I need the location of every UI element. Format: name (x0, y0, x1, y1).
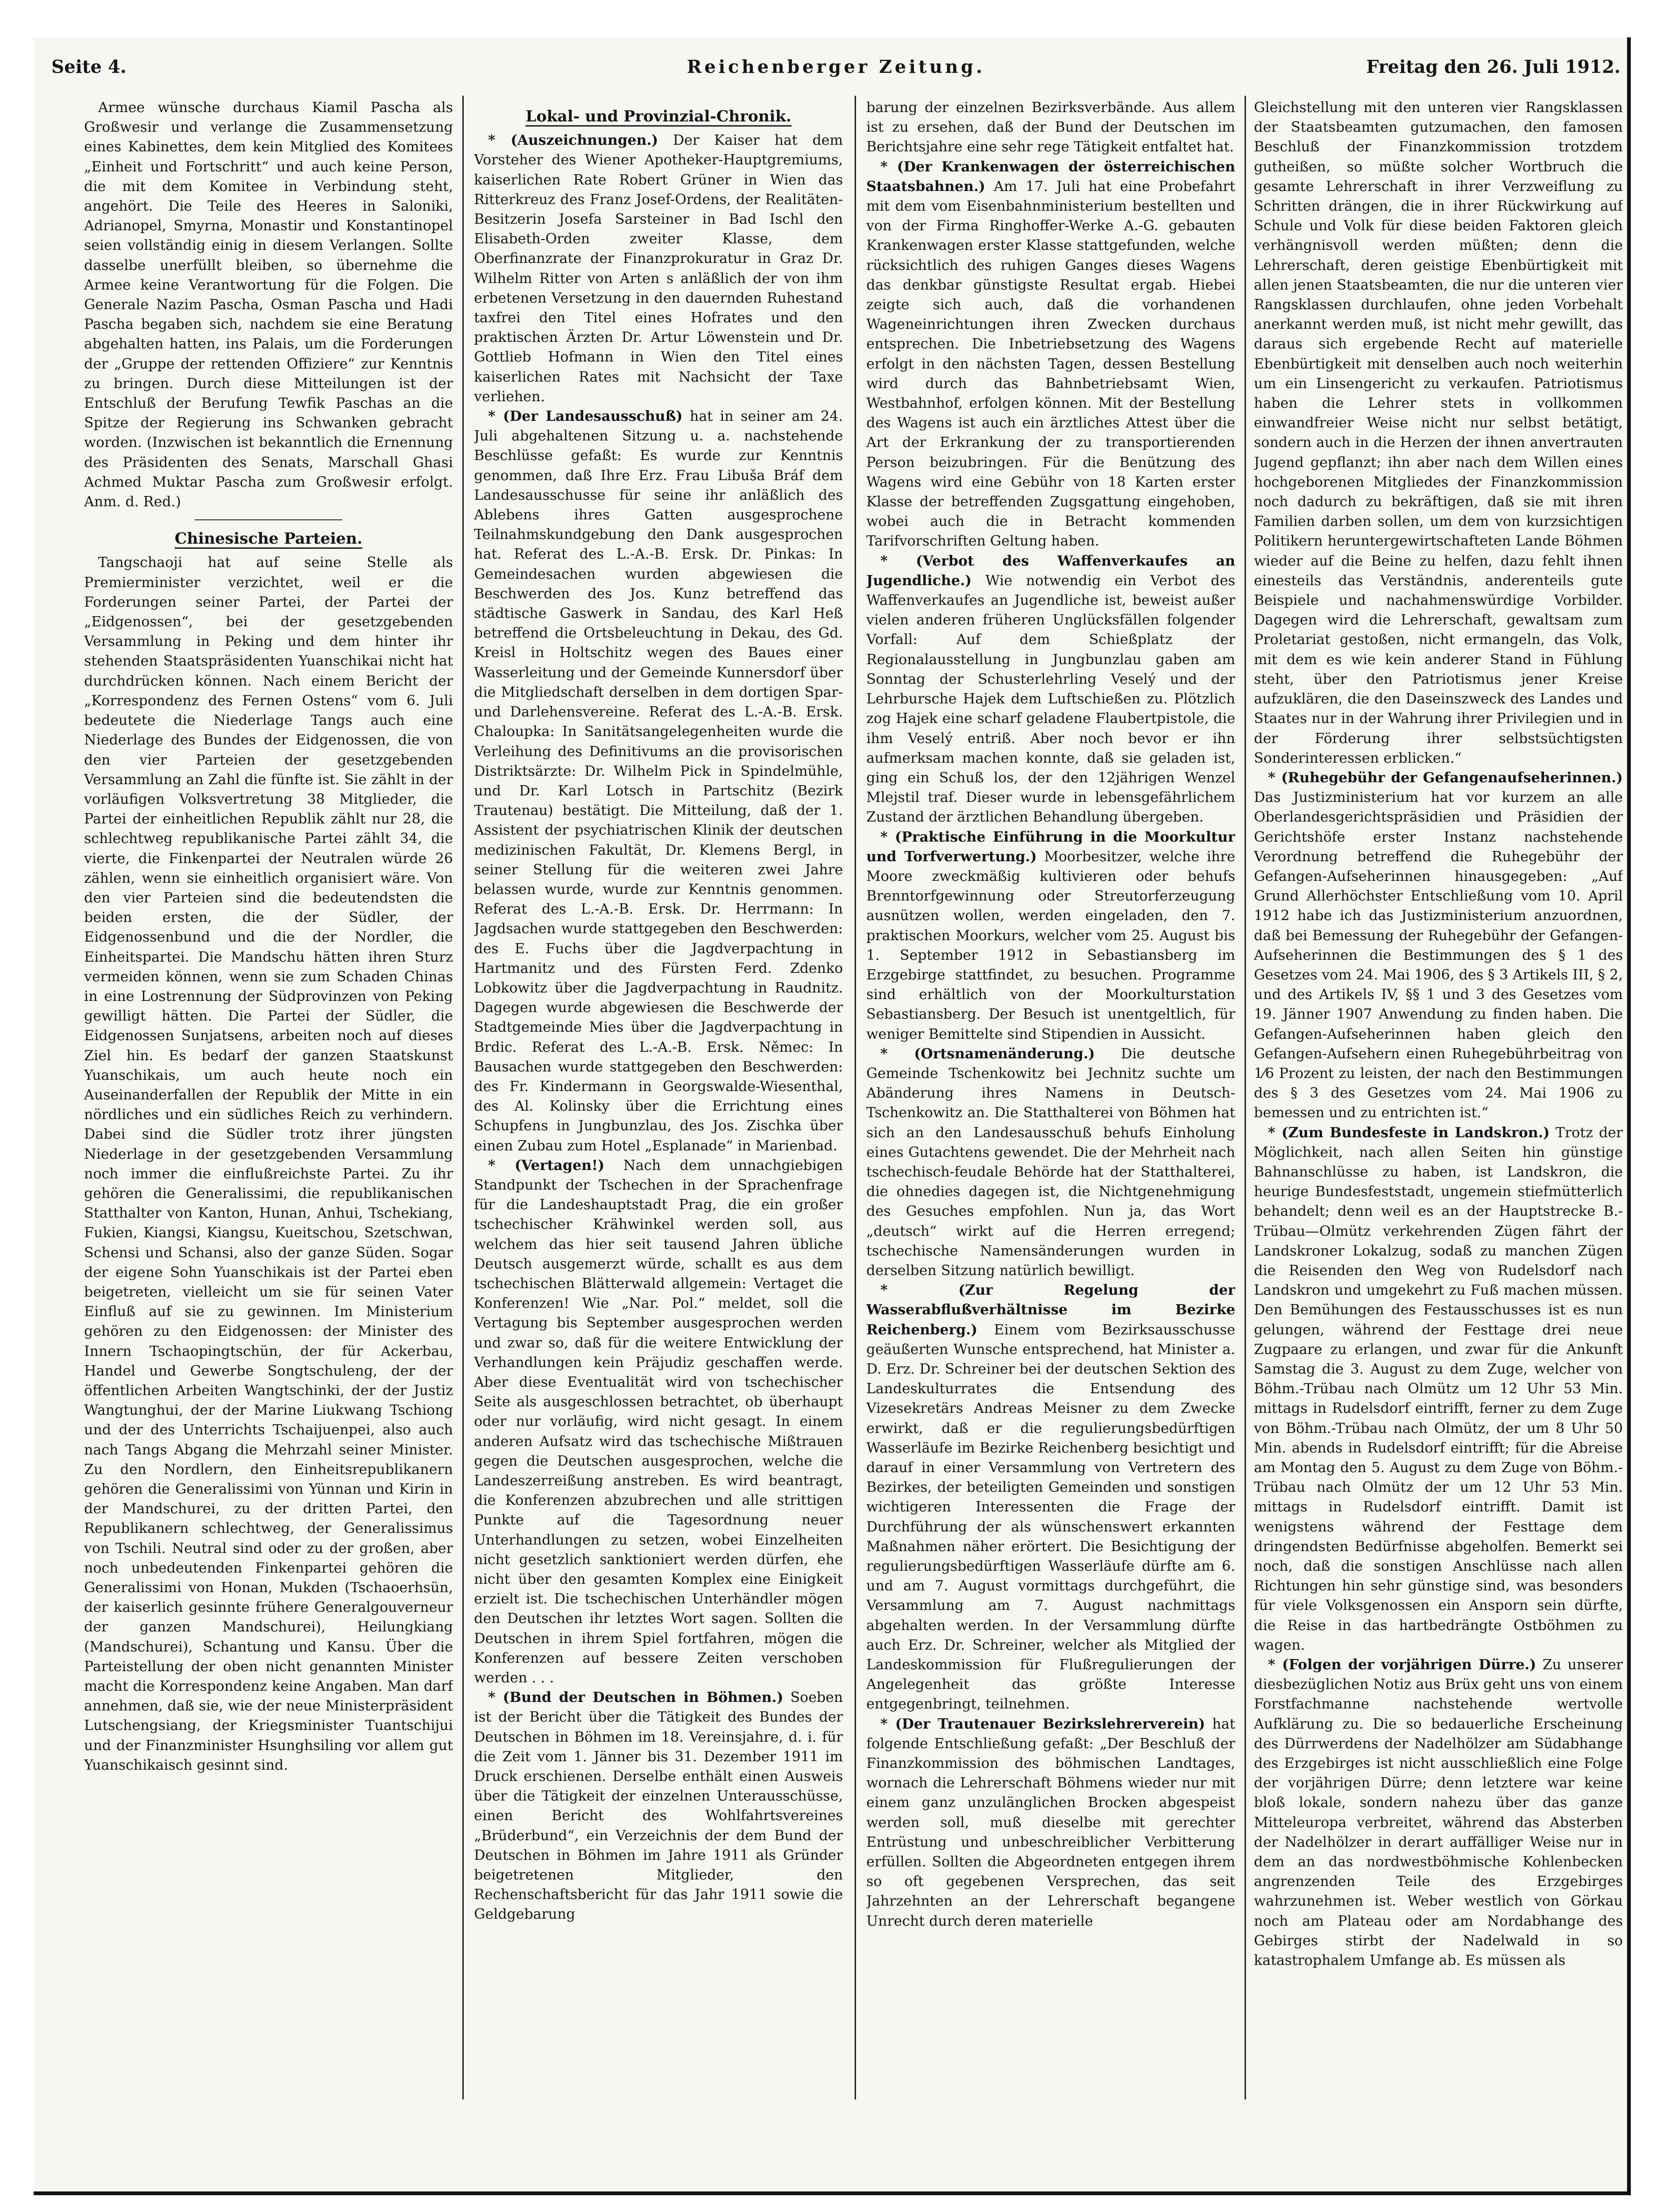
news-item-title: * (Bund der Deutschen in Böhmen.) (488, 1689, 784, 1706)
news-item-title: * (Ruhegebühr der Gefangenaufseherinnen.) (1268, 769, 1623, 786)
news-item (866, 1044, 1235, 1281)
news-item-title: * (Zum Bundesfeste in Landskron.) (1268, 1124, 1550, 1141)
masthead (51, 51, 1621, 89)
news-item-body: hat folgende Entschließung gefaßt: „Der Beschluß der Finanzkommission des böhmischen Landtages, wornach die Lehrerschaft Böhmens wieder nur mit einem ganz unzulänglichen Brocken abgespeist werden soll, muß dieselbe mit gerechter Entrüstung und unbeschreiblicher Verbitterung erfüllen. Sollten die Abgeordneten entgegen ihrem so oft gegebenen Versprechen, das seit Jahrzehnten an der Lehrerschaft begangene Unrecht durch deren materielle (866, 1716, 1235, 1929)
news-item-continued: barung der einzelnen Bezirksverbände. Aus allem ist zu ersehen, daß der Bund der Deutschen im Berichtsjahre eine sehr rege Tätigkeit entfaltet hat. (866, 99, 1235, 156)
news-item-title: * (Praktische Einführung in die Moorkultur und Torfverwertung.) (866, 829, 1235, 865)
news-item-title: * (Verbot des Waffenverkaufes an Jugendliche.) (866, 553, 1235, 589)
news-item (866, 828, 1235, 1044)
news-item-body: Soeben ist der Bericht über die Tätigkeit des Bundes der Deutschen in Böhmen im 18. Vereinsjahre, d. i. für die Zeit vom 1. Jänner bis 31. Dezember 1911 im Druck erschienen. Derselbe enthält einen Ausweis über die Tätigkeit der einzelnen Unterausschüsse, einen Bericht des Wohlfahrtsvereines „Brüderbund“, ein Verzeichnis der dem Bund der Deutschen in Böhmen im Jahre 1911 als Gründer beigetretenen Mitglieder, den Rechenschaftsbericht für das Jahr 1911 sowie die Geldgebarung (474, 1689, 843, 1923)
news-item (866, 157, 1235, 552)
news-item-body: Einem vom Bezirksausschusse geäußerten Wunsche entsprechend, hat Minister a. D. Erz. Dr. Schreiner bei der deutschen Sektion des Landeskulturrates die Entsendung des Vizesekretärs Andreas Meisner zu dem Zwecke erwirkt, daß er die regulierungsbedürftigen Wasserläufe im Bezirke Reichenberg besichtigt und darauf in einer Versammlung von Vertretern des Bezirkes, der beteiligten Gemeinden und sonstigen wichtigeren Interessenten die Frage der Durchführung der als wünschenswert erkannten Maßnahmen näher erörtert. Die Besichtigung der regulierungsbedürftigen Wasserläufe dürfte am 6. und am 7. August vormittags durchgeführt, die Versammlung am 7. August nachmittags abgehalten werden. In der Versammlung dürfte auch Erz. Dr. Schreiner, welcher als Mitglied der Landeskommission für Flußregulierungen der Angelegenheit das größte Interesse entgegenbringt, teilnehmen. (866, 1321, 1235, 1713)
issue-date: Freitag den 26. Juli 1912. (1366, 56, 1621, 77)
newspaper-title: Reichenberger Zeitung. (686, 56, 985, 77)
news-item-body: Nach dem unnachgiebigen Standpunkt der Tschechen in der Sprachenfrage für die Landeshauptstadt Prag, die ein großer tschechischer Krähwinkel werden soll, aus welchem das hier seit tausend Jahren übliche Deutsch ausgemerzt würde, schallt es aus dem tschechischen Blätterwald allgemein: Vertaget die Konferenzen! Wie „Nar. Pol.“ meldet, soll die Vertagung bis September ausgesprochen werden und zwar so, daß für die weitere Entwicklung der Verhandlungen kein Präjudiz geschaffen werde. Aber diese Eventualität wird von tschechischer Seite als ausgeschlossen betrachtet, ob überhaupt oder nur vorläufig, wird nicht gesagt. In einem anderen Aufsatz wird das tschechische Mißtrauen gegen die Deutschen ausgesprochen, welche die Landeszerreißung anstreben. Es wird beantragt, die Konferenzen abzubrechen und alle strittigen Punkte auf die Tagesordnung neuer Unterhandlungen zu setzen, wobei Einzelheiten nicht gesetzlich sanktioniert werden dürfen, ehe nicht über den gesamten Komplex eine Einigkeit erzielt ist. Die tschechischen Unterhändler mögen den Deutschen ihr letztes Wort sagen. Sollten die Deutschen in ihrem Spiel fortfahren, mögen die Konferenzen auf bessere Zeiten verschoben werden . . . (474, 1157, 843, 1687)
page-number: Seite 4. (51, 56, 127, 77)
news-item-body: Moorbesitzer, welche ihre Moore zweckmäßig kultivieren oder behufs Brenntorfgewinnung oder Streutorferzeugung ausnützen wollen, werden eingeladen, den 7. praktischen Moorkurs, welcher vom 25. August bis 1. September 1912 in Sebastiansberg im Erzgebirge stattfindet, zu besuchen. Programme sind erhältlich von der Moorkulturstation Sebastiansberg. Der Besuch ist unentgeltlich, für weniger Bemittelte sind Stipendien in Aussicht. (866, 848, 1235, 1042)
news-item-title: * (Vertagen!) (488, 1157, 605, 1174)
news-item (474, 131, 843, 407)
news-item-title: * (Ortsnamenänderung.) (880, 1045, 1095, 1062)
news-item-body: Wie notwendig ein Verbot des Waffenverkaufes an Jugendliche ist, beweist außer vielen anderen früheren Unglücksfällen folgender Vorfall: Auf dem Schießplatz der Regionalausstellung in Jungbunzlau gaben am Sonntag der Schusterlehrling Veselý und der Lehrbursche Hajek dem Luftschießen zu. Plötzlich zog Hajek eine scharf geladene Flaubertpistole, die ihm Veselý entriß. Aber noch bevor er ihn aufmerksam machen konnte, daß sie geladen ist, ging ein Schuß los, der den 12jährigen Wenzel Mlejstil traf. Dieser wurde in lebensgefährlichem Zustand der ärztlichen Behandlung übergeben. (866, 572, 1235, 826)
news-item-title: * (Zur Regelung der Wasserabflußverhältnisse im Bezirke Reichenberg.) (866, 1282, 1235, 1338)
news-item (1254, 1655, 1623, 1971)
heading-lokal-chronik: Lokal- und Provinzial-Chronik. (525, 107, 791, 127)
news-item-body: hat in seiner am 24. Juli abgehaltenen Sitzung u. a. nachstehende Beschlüsse gefaßt: Es wurde zur Kenntnis genommen, daß Ihre Erz. Frau Libuša Bráf dem Landesausschusse für seine ihr anläßlich des Ablebens ihres Gatten ausgesprochene Teilnahmskundgebung den Dank ausgesprochen hat. Referat des L.-A.-B. Ersk. Dr. Pinkas: In Gemeindesachen wurden abgewiesen die Beschwerden des Jos. Kunz betreffend das städtische Gaswerk in Sandau, des Karl Heß betreffend die Ortsbeleuchtung in Dekau, des Gd. Kreisl in Holtschitz wegen des Baues einer Wasserleitung und der Gemeinde Kunnersdorf über die Mitgliedschaft derselben in dem dortigen Spar- und Darlehensvereine. Referat des L.-A.-B. Ersk. Chaloupka: In Sanitätsangelegenheiten wurde die Verleihung des Definitivums an die provisorischen Distriktsärzte: Dr. Wilhelm Pick in Spindelmühle, und Dr. Karl Lotsch in Partschitz (Bezirk Trautenau) bestätigt. Die Mitteilung, daß der 1. Assistent der psychiatrischen Klinik der deutschen medizinischen Fakultät, Dr. Klemens Bergl, in seiner Stellung für die weiteren zwei Jahre belassen wurde, wurde zur Kenntnis genommen. Referat des L.-A.-B. Ersk. Dr. Herrmann: In Jagdsachen wurde stattgegeben den Beschwerden: des E. Fuchs über die Jagdverpachtung in Hartmanitz und des Fürsten Ferd. Zdenko Lobkowitz über die Jagdverpachtung in Raudnitz. Dagegen wurde abgewiesen die Beschwerde der Stadtgemeinde Mies über die Jagdverpachtung in Brdic. Referat des L.-A.-B. Ersk. Němec: In Bausachen wurde stattgegeben den Beschwerden: des Fr. Kindermann in Georgswalde-Wiesenthal, des Al. Kolinsky über die Errichtung eines Schupfens in Jungbunzlau, des Jos. Zischka über einen Zubau zum Hotel „Esplanade“ in Marienbad. (474, 408, 843, 1154)
column-3 (866, 98, 1235, 2092)
news-item (866, 1281, 1235, 1714)
news-item-body: Der Kaiser hat dem Vorsteher des Wiener Apotheker-Hauptgremiums, kaiserlichen Rate Robert Grüner in Wien das Ritterkreuz des Franz Josef-Ordens, der Realitäten-Besitzerin Josefa Sarsteiner in Bad Ischl den Elisabeth-Orden zweiter Klasse, dem Oberfinanzrate der Finanzprokuratur in Graz Dr. Wilhelm Ritter von Arten s anläßlich der von ihm erbetenen Versetzung in den dauernden Ruhestand taxfrei den Titel eines Hofrates und den praktischen Ärzten Dr. Artur Löwenstein und Dr. Gottlieb Hofmann in Wien den Titel eines kaiserlichen Rates mit Nachsicht der Taxe verliehen. (474, 132, 843, 405)
news-item (866, 1715, 1235, 1931)
news-item-body: Am 17. Juli hat eine Probefahrt mit dem vom Eisenbahnministerium bestellten und von der Firma Ringhoffer-Werke A.-G. gebauten Krankenwagen erster Klasse stattgefunden, welche rücksichtlich des ruhigen Ganges dieses Wagens das denkbar günstigste Resultat ergab. Hiebei zeigte sich auch, daß die vorhandenen Wageneinrichtungen ihren Zwecken durchaus entsprechen. Die Inbetriebsetzung des Wagens erfolgt in den nächsten Tagen, dessen Bestellung wird durch das Bahnbetriebsamt Wien, Westbahnhof, erfolgen können. Mit der Bestellung des Wagens ist auch ein ärztliches Attest über die Art der Erkrankung der zu transportierenden Person beizubringen. Für die Benützung des Wagens wird eine Gebühr von 18 Karten erster Klasse der betreffenden Zugsgattung eingehoben, wobei auch die in Betracht kommenden Tarifvorschriften Geltung haben. (866, 178, 1235, 550)
news-item-title: * (Der Trautenauer Bezirkslehrerverein) (880, 1716, 1205, 1732)
article-chinese-parties: Tangschaoji hat auf seine Stelle als Premierminister verzichtet, weil er die Forderungen seiner Partei, der Partei der „Eidgenossen“, bei der gesetzgebenden Versammlung in Peking und dem hinter ihr stehenden Staatspräsidenten Yuanschikai nicht hat durchdrücken können. Nach einem Bericht der „Korrespondenz des Fernen Ostens“ vom 6. Juli bedeutete die Niederlage Tangs auch eine Niederlage des Bundes der Eidgenossen, die von den vier Parteien der gesetzgebenden Versammlung an Zahl die fünfte ist. Sie zählt in der vorläufigen Volksvertretung 38 Mitglieder, die Partei der einheitlichen Republik zählt nur 28, die schlechtweg republikanische Partei zählt 34, die vierte, die Finkenpartei der Neutralen würde 26 zählen, wenn sie einheitlich organisiert wäre. Von den vier Parteien sind die bedeutendsten die beiden ersten, die der Südler, der Eidgenossenbund und die der Nordler, die Einheitspartei. Die Mandschu hätten ihren Sturz vermeiden können, wenn sie zum Schaden Chinas in eine Lostrennung der Südprovinzen von Peking gewilligt hätten. Die Partei der Südler, die Eidgenossen Sunjatsens, arbeiten noch auf dieses Ziel hin. Es bedarf der ganzen Staatskunst Yuanschikais, um auch heute noch ein Auseinanderfallen der Republik der Mitte in ein nördliches und ein südliches Reich zu verhindern. Dabei sind die Südler trotz ihrer jüngsten Niederlage in der gesetzgebenden Versammlung noch immer die einflußreichste Partei. Zu ihr gehören die Generalissimi, die republikanischen Statthalter von Kanton, Hunan, Anhui, Tschekiang, Fukien, Kiangsi, Kiangsu, Kueitschou, Szetschwan, Schensi und Schansi, also der ganze Süden. Sogar der eigene Sohn Yuanschikais ist der Partei eben beigetreten, vielleicht um sie für seinen Vater Einfluß auf sie zu gewinnen. Im Ministerium gehören zu den Eidgenossen: der Minister des Innern Tschaopingtschün, der für Ackerbau, Handel und Gewerbe Songtschuleng, der der öffentlichen Arbeiten Wangtschinki, der der Justiz Wangtunghui, der der Marine Liukwang Tschiong und der des Unterrichts Tschaijuenpei, also auch nach Tangs Abgang die Mehrzahl seiner Minister. Zu den Nordlern, den Einheitsrepublikanern gehören die Generalissimi von Yünnan und Kirin in der Mandschurei, zu der dritten Partei, den Republikanern schlechtweg, der Generalissimus von Tschili. Neutral sind oder zu der großen, aber noch unbedeutenden Finkenpartei gehören die Generalissimi von Honan, Mukden (Tschaoerhsün, der kaiserlich gesinnte frühere Generalgouverneur der ganzen Mandschurei), Heilungkiang (Mandschurei), Schantung und Kansu. Über die Parteistellung der oben nicht genannten Minister macht die Korrespondenz keine Angaben. Man darf annehmen, daß sie, wie der neue Ministerpräsident Lutschengsiang, der Kriegsminister Tuantschijui und der Finanzminister Hsunghsiling vor allem gut Yuanschikaisch gesinnt sind. (84, 554, 453, 1773)
column-rule (462, 96, 464, 2099)
section-divider (195, 519, 342, 520)
news-item-body: Trotz der Möglichkeit, nach allen Seiten hin günstige Bahnanschlüsse zu haben, ist Landskron, die heurige Bundesfeststadt, ungemein stiefmütterlich behandelt; denn weil es an der Hauptstrecke B.-Trübau—Olmütz verkehrenden Zügen fährt der Landskroner Lokalzug, sodaß zu manchen Zügen die Reisenden den Weg von Rudelsdorf nach Landskron und umgekehrt zu Fuß machen müssen. Den Bemühungen des Festausschusses ist es nun gelungen, während der Festtage drei neue Zugpaare zu erlangen, und zwar für die Ankunft Samstag die 3. August zu dem Zuge, welcher von Böhm.-Trübau nach Olmütz um 12 Uhr 53 Min. mittags in Rudelsdorf eintrifft, ferner zu dem Zuge von Böhm.-Trübau nach Olmütz, der um 8 Uhr 50 Min. abends in Rudelsdorf eintrifft; für die Abreise am Montag den 5. August zu dem Zuge von Böhm.-Trübau nach Olmütz der um 12 Uhr 53 Min. mittags in Rudelsdorf eintrifft. Damit ist wenigstens während der Festtage dem dringendsten Bedürfnisse abgeholfen. Bemerkt sei noch, daß die sonstigen Anschlüsse nach allen Richtungen hin sehr günstige sind, was besonders für viele Volksgenossen ein Ansporn sein dürfte, die Reise in das hartbedrängte Ostböhmen zu wagen. (1254, 1124, 1623, 1653)
column-rule (855, 96, 856, 2099)
news-item (1254, 1123, 1623, 1655)
column-4 (1254, 98, 1623, 2092)
article-heading (84, 529, 453, 548)
column-1 (84, 98, 453, 2092)
news-item-continued: Gleichstellung mit den unteren vier Rangsklassen der Staatsbeamten gutzumachen, den famosen Beschluß der Finanzkommission trotzdem gutheißen, so müßte solcher Wortbruch die gesamte Lehrerschaft in ihrer Verzweiflung zu Schritten drängen, die in ihrer Rückwirkung auf Schule und Volk für diese beiden Faktoren gleich verhängnisvoll werden müßten; denn die Lehrerschaft, deren geistige Ebenbürtigkeit mit allen jenen Staatsbeamten, die nur die unteren vier Rangsklassen durchlaufen, ohne jeden Vorbehalt anerkannt werden muß, ist nicht mehr gewillt, das daraus sich ergebende Recht auf materielle Ebenbürtigkeit mit denselben auch noch weiterhin um ein Linsengericht zu verkaufen. Patriotismus haben die Lehrer stets in vollkommen einwandfreier Weise nicht nur selbst betätigt, sondern auch in die Herzen der ihnen anvertrauten Jugend gepflanzt; ihn aber nach dem Willen eines hochgeborenen Mitgliedes der Finanzkommission noch dadurch zu bekräftigen, daß sie mit ihren Familien darben sollen, um dem von kurzsichtigen Politikern heruntergewirtschafteten Lande Böhmen wieder auf die Beine zu helfen, dazu fehlt ihnen einesteils das Verständnis, anderenteils gute Beispiele und nachahmenswürdige Vorbilder. Dagegen wird die Lehrerschaft, gewaltsam zum Proletariat gestoßen, nicht ermangeln, das Volk, mit dem es wie kein anderer Stand in Fühlung steht, über den Patriotismus jener Kreise aufzuklären, die den Daseinszweck des Landes und Staates nur in der Wahrung ihrer Privilegien und in der Förderung ihrer selbstsüchtigsten Sonderinteressen erblicken.“ (1254, 99, 1623, 766)
news-item-title: * (Folgen der vorjährigen Dürre.) (1268, 1657, 1536, 1673)
news-item-body: Das Justizministerium hat vor kurzem an alle Oberlandesgerichtspräsidien und Präsidien der Gerichtshöfe erster Instanz nachstehende Verordnung betreffend die Ruhegebühr der Gefangen-Aufseherinnen hinausgegeben: „Auf Grund Allerhöchster Entschließung vom 10. April 1912 habe ich das Justizministerium anzuordnen, daß bei Bemessung der Ruhegebühr der Gefangen-Aufseherinnen die Bestimmungen des § 1 des Gesetzes vom 24. Mai 1906, des § 3 Artikels III, § 2, und des Artikels IV, §§ 1 und 3 des Gesetzes vom 19. Jänner 1907 Anwendung zu finden haben. Die Gefangen-Aufseherinnen haben gleich den Gefangen-Aufsehern einen Ruhegebührbeitrag von 1⁄6 Prozent zu leisten, der nach den Bestimmungen des § 3 des Gesetzes vom 24. Mai 1906 zu bemessen und zu entrichten ist.“ (1254, 789, 1623, 1121)
section-heading (474, 106, 843, 126)
news-item-body: Zu unserer diesbezüglichen Notiz aus Brüx geht uns von einem Forstfachmanne nachstehende wertvolle Aufklärung zu. Die so bedauerliche Erscheinung des Dürrwerdens der Nadelhölzer am Südabhange des Erzgebirges ist nicht ausschließlich eine Folge der vorjährigen Dürre; denn letztere war keine bloß lokale, sondern nahezu über das ganze Mitteleuropa verbreitet, während das Absterben der Nadelhölzer in derart auffälliger Weise nur in dem an das nordwestböhmische Kohlenbecken angrenzenden Teile des Erzgebirges wahrzunehmen ist. Weber westlich von Görkau noch am Plateau oder am Nordabhange des Gebirges stirbt der Nadelwald in so katastrophalem Umfange ab. Es müssen als (1254, 1657, 1623, 1969)
news-item-title: * (Der Krankenwagen der österreichischen Staatsbahnen.) (866, 158, 1235, 195)
heading-chinesische-parteien: Chinesische Parteien. (175, 529, 362, 549)
news-item-body: Die deutsche Gemeinde Tschenkowitz bei Jechnitz suchte um Abänderung ihres Namens in Deutsch-Tschenkowitz an. Die Statthalterei von Böhmen hat sich an den Landesausschuß behufs Einholung eines Gutachtens gewendet. Die der Mehrheit nach tschechisch-feudale Behörde hat der Statthalterei, die ohnedies dagegen ist, die Nichtgenehmigung des Gesuches empfohlen. Nun ja, das Wort „deutsch“ wirkt auf die Herren erregend; tschechische Namensänderungen wurden in derselben Sitzung natürlich bewilligt. (866, 1045, 1235, 1279)
article-turkey-continued: Armee wünsche durchaus Kiamil Pascha als Großwesir und verlange die Zusammensetzung eines Kabinettes, dem kein Mitglied des Komitees „Einheit und Fortschritt“ und auch keine Person, die mit dem Komitee in Verbindung steht, angehört. Die Teile des Heeres in Saloniki, Adrianopel, Smyrna, Monastir und Konstantinopel seien vollständig einig in diesem Verlangen. Sollte dasselbe unerfüllt bleiben, so übernehme die Armee keine Verantwortung für die Folgen. Die Generale Nazim Pascha, Osman Pascha und Hadi Pascha begaben sich, nachdem sie eine Beratung abgehalten hatten, ins Palais, um die Forderungen der „Gruppe der rettenden Offiziere“ zur Kenntnis zu bringen. Durch diese Mitteilungen ist der Entschluß der Berufung Tewfik Paschas an die Spitze der Regierung ins Schwanken gebracht worden. (Inzwischen ist bekanntlich die Ernennung des Präsidenten des Senats, Marschall Ghasi Achmed Muktar Pascha zum Großwesir erfolgt. Anm. d. Red.) (84, 99, 453, 510)
news-item (474, 407, 843, 1156)
news-item-title: * (Auszeichnungen.) (488, 132, 658, 149)
column-2 (474, 98, 843, 2092)
news-item-title: * (Der Landesausschuß) (488, 408, 683, 425)
column-rule (1245, 96, 1246, 2099)
news-item (474, 1156, 843, 1688)
news-item (474, 1688, 843, 1924)
news-item (866, 552, 1235, 828)
news-item (1254, 768, 1623, 1123)
